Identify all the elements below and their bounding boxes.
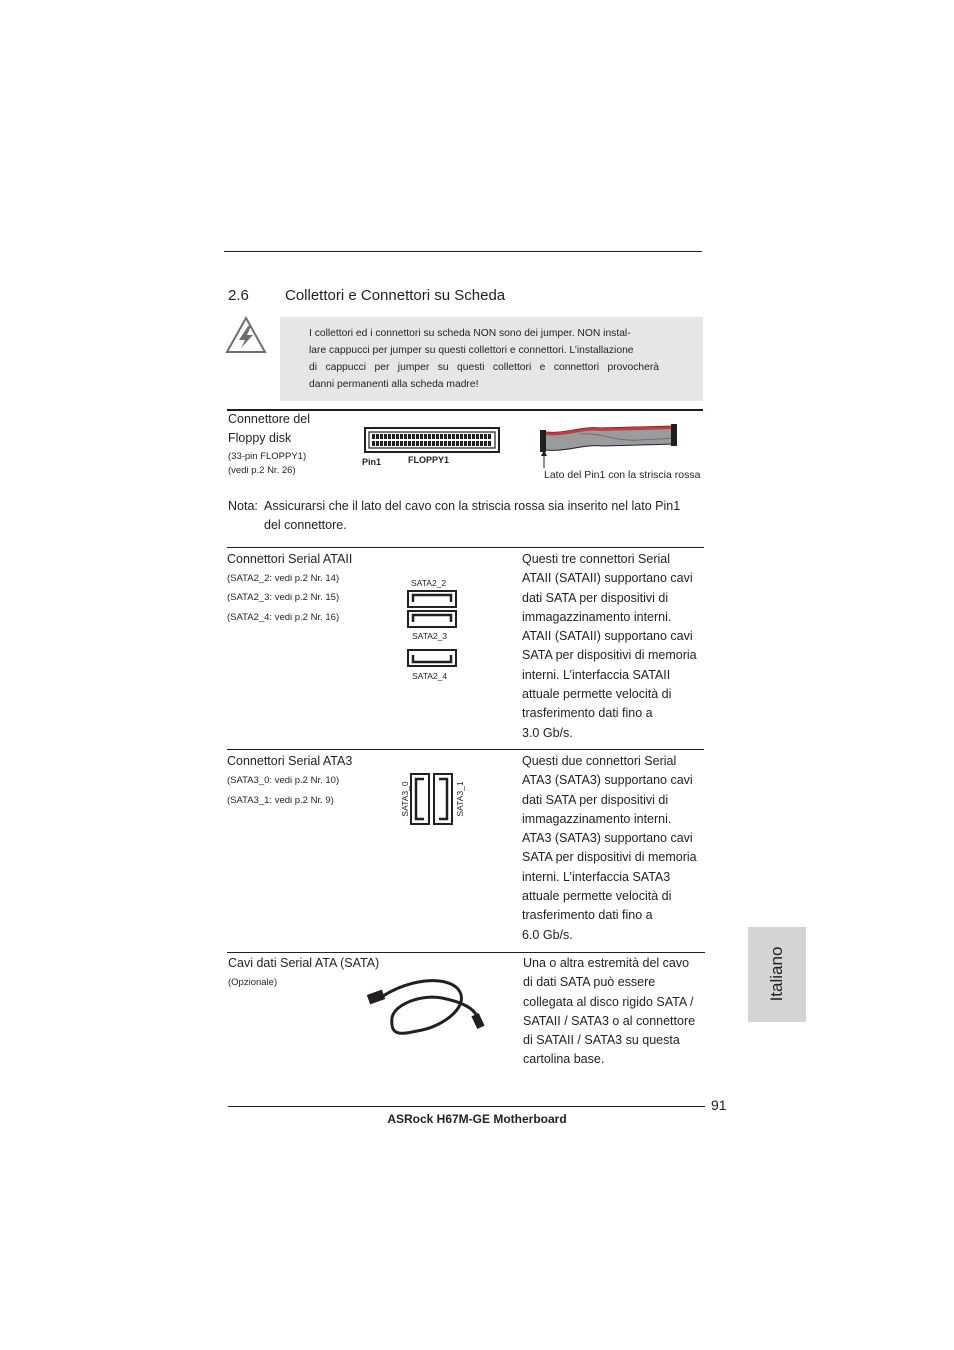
description-line: dati SATA per dispositivi di [522, 792, 669, 807]
warning-line: lare cappucci per jumper su questi collettori e connettori. L’installazione [309, 345, 634, 356]
sata2-ref: (SATA2_4: vedi p.2 Nr. 16) [227, 612, 340, 623]
sata-port-icon [407, 590, 457, 608]
sata2-description [522, 550, 697, 743]
description-line: SATAII / SATA3 o al connettore [523, 1013, 696, 1028]
sata3-title: Connettori Serial ATA3 [227, 754, 353, 768]
floppy-title-line1: Connettore del [228, 412, 311, 426]
sata2-port-label: SATA2_4 [412, 671, 448, 681]
cable-divider [227, 952, 705, 953]
sata3-description [522, 752, 697, 945]
description-line: ATA3 (SATA3) supportano cavi [522, 773, 693, 788]
description-line: interni. L’interfaccia SATAII [522, 667, 671, 682]
ribbon-cable-image [540, 422, 680, 470]
cable-ref: (Opzionale) [228, 977, 278, 988]
description-line: cartolina base. [523, 1052, 605, 1067]
footer-product: ASRock H67M-GE Motherboard [387, 1112, 567, 1126]
description-line: ATAII (SATAII) supportano cavi [522, 629, 693, 644]
description-line: 6.0 Gb/s. [522, 927, 573, 942]
description-line: SATA per dispositivi di memoria [522, 850, 697, 865]
description-line: immagazzinamento interni. [522, 609, 672, 624]
warning-line: di cappucci per jumper su questi collettori e connettori provocherà [309, 362, 659, 373]
cable-description [523, 954, 695, 1070]
sata-port-icon [410, 773, 430, 825]
sata-port-icon [407, 649, 457, 667]
cable-title: Cavi dati Serial ATA (SATA) [228, 956, 380, 970]
description-line: ATAII (SATAII) supportano cavi [522, 571, 693, 586]
footer-rule [228, 1106, 705, 1107]
floppy-ref1: (33-pin FLOPPY1) [228, 451, 307, 462]
description-line: Questi tre connettori Serial [522, 552, 670, 566]
description-line: Una o altra estremità del cavo [523, 956, 690, 970]
section-title: Collettori e Connettori su Scheda [285, 287, 506, 304]
pin1-label: Pin1 [362, 457, 382, 467]
floppy1-label: FLOPPY1 [408, 455, 450, 465]
sata3-port-label: SATA3_1 [455, 781, 465, 817]
sata-port-icon [433, 773, 453, 825]
note-line2: del connettore. [264, 518, 347, 532]
description-line: attuale permette velocità di [522, 687, 672, 702]
warning-line: danni permanenti alla scheda madre! [309, 379, 479, 390]
sata2-port-label: SATA2_2 [411, 578, 447, 588]
description-line: ATA3 (SATA3) supportano cavi [522, 831, 693, 846]
ribbon-cable-caption: Lato del Pin1 con la striscia rossa [544, 469, 701, 481]
warning-icon [225, 316, 267, 354]
description-line: 3.0 Gb/s. [522, 725, 573, 740]
floppy-ref2: (vedi p.2 Nr. 26) [228, 465, 296, 476]
description-line: di SATAII / SATA3 su questa [523, 1033, 680, 1048]
description-line: SATA per dispositivi di memoria [522, 648, 697, 663]
description-line: Questi due connettori Serial [522, 754, 677, 768]
sata2-ref: (SATA2_3: vedi p.2 Nr. 15) [227, 592, 340, 603]
description-line: immagazzinamento interni. [522, 811, 672, 826]
sata3-divider [227, 749, 704, 750]
note-line1: Assicurarsi che il lato del cavo con la striscia rossa sia inserito nel lato Pin1 [264, 499, 681, 513]
floppy-title [228, 410, 310, 448]
description-line: interni. L’interfaccia SATA3 [522, 869, 671, 884]
sata2-ref: (SATA2_2: vedi p.2 Nr. 14) [227, 573, 340, 584]
sata2-title: Connettori Serial ATAII [227, 552, 353, 566]
language-side-tab-label: Italiano [767, 946, 786, 1002]
note-label: Nota: [228, 499, 258, 513]
sata3-ref: (SATA3_1: vedi p.2 Nr. 9) [227, 795, 334, 806]
description-line: collegata al disco rigido SATA / [523, 994, 694, 1009]
top-rule [224, 251, 702, 252]
page-number: 91 [711, 1097, 727, 1113]
sata3-ref: (SATA3_0: vedi p.2 Nr. 10) [227, 775, 340, 786]
description-line: trasferimento dati fino a [522, 706, 653, 721]
floppy-connector-diagram [364, 427, 502, 455]
description-line: trasferimento dati fino a [522, 908, 653, 923]
warning-text [309, 325, 659, 393]
sata2-port-label: SATA2_3 [412, 631, 448, 641]
section-number: 2.6 [228, 287, 249, 304]
sata3-port-label: SATA3_0 [400, 781, 410, 817]
floppy-title-line2: Floppy disk [228, 431, 292, 446]
description-line: attuale permette velocità di [522, 889, 672, 904]
sata2-divider [227, 547, 704, 548]
sata-cable-image [362, 978, 486, 1040]
warning-line: I collettori ed i connettori su scheda NON sono dei jumper. NON instal- [309, 328, 631, 339]
description-line: di dati SATA può essere [523, 975, 656, 990]
sata-port-icon [407, 610, 457, 628]
description-line: dati SATA per dispositivi di [522, 590, 669, 605]
